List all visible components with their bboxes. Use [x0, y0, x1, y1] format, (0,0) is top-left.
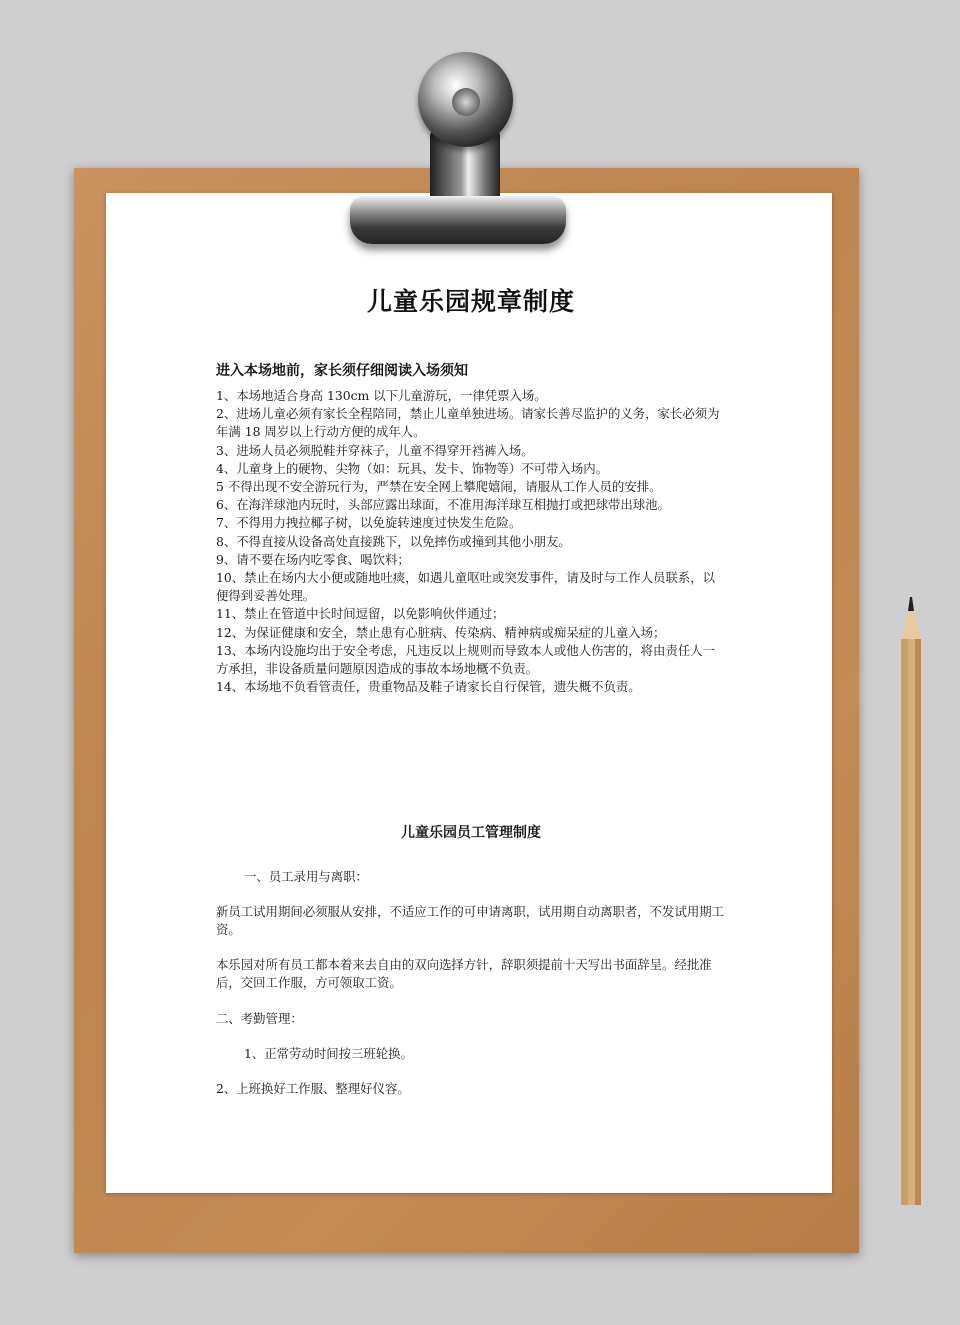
rule-item: 2、进场儿童必须有家长全程陪同，禁止儿童单独进场。请家长善尽监护的义务，家长必须为年满 18 周岁以上行动方便的成年人。 — [216, 406, 720, 440]
clip-base — [350, 196, 566, 244]
rule-item: 14、本场地不负看管责任，贵重物品及鞋子请家长自行保管，遗失概不负责。 — [216, 679, 641, 695]
section2-item-1: 1、正常劳动时间按三班轮换。 — [244, 1046, 413, 1061]
rule-item: 1、本场地适合身高 130cm 以下儿童游玩，一律凭票入场。 — [216, 388, 547, 403]
rule-item: 9、请不要在场内吃零食、喝饮料； — [216, 551, 410, 567]
rule-item: 13、本场内设施均出于安全考虑，凡违反以上规则而导致本人或他人伤害的，将由责任人一方承担，非设备质量问题原因造成的事故本场地概不负责。 — [216, 642, 716, 677]
section1-paragraph-1: 新员工试用期间必须服从安排，不适应工作的可申请离职，试用期自动离职者，不发试用期工资。 — [216, 904, 725, 938]
document-title: 儿童乐园规章制度 — [366, 287, 575, 316]
section2-heading: 二、考勤管理： — [216, 1011, 303, 1026]
section1-paragraph-2: 本乐园对所有员工都本着来去自由的双向选择方针，辞职须提前十天写出书面辞呈。经批准后，交回工作服，方可领取工资。 — [216, 957, 712, 991]
rule-item: 4、儿童身上的硬物、尖物（如：玩具、发卡、饰物等）不可带入场内。 — [216, 460, 608, 476]
rule-item: 3、进场人员必须脱鞋并穿袜子，儿童不得穿开裆裤入场。 — [216, 442, 534, 458]
notice-heading: 进入本场地前，家长须仔细阅读入场须知 — [216, 363, 468, 379]
rule-item: 10、禁止在场内大小便或随地吐痰，如遇儿童呕吐或突发事件，请及时与工作人员联系，以便得到妥善处理。 — [216, 570, 716, 604]
rule-item: 5 不得出现不安全游玩行为，严禁在安全网上攀爬嬉闹，请服从工作人员的安排。 — [216, 479, 662, 495]
rule-item: 12、为保证健康和安全，禁止患有心脏病、传染病、精神病或痴呆症的儿童入场； — [216, 624, 666, 640]
clip-hole — [452, 88, 480, 116]
rule-item: 6、在海洋球池内玩时，头部应露出球面，不准用海洋球互相抛打或把球带出球池。 — [216, 497, 670, 513]
section1-heading: 一、员工录用与离职： — [244, 869, 368, 884]
rule-item: 7、不得用力拽拉椰子树，以免旋转速度过快发生危险。 — [216, 515, 522, 531]
rules-list — [216, 387, 726, 696]
staff-rules-title: 儿童乐园员工管理制度 — [401, 825, 541, 841]
rule-item: 8、不得直接从设备高处直接跳下，以免摔伤或撞到其他小朋友。 — [216, 533, 571, 549]
rule-item: 11、禁止在管道中长时间逗留，以免影响伙伴通过； — [216, 606, 505, 622]
section2-item-2: 2、上班换好工作服、整理好仪容。 — [216, 1081, 410, 1096]
pencil-icon — [899, 597, 923, 1207]
